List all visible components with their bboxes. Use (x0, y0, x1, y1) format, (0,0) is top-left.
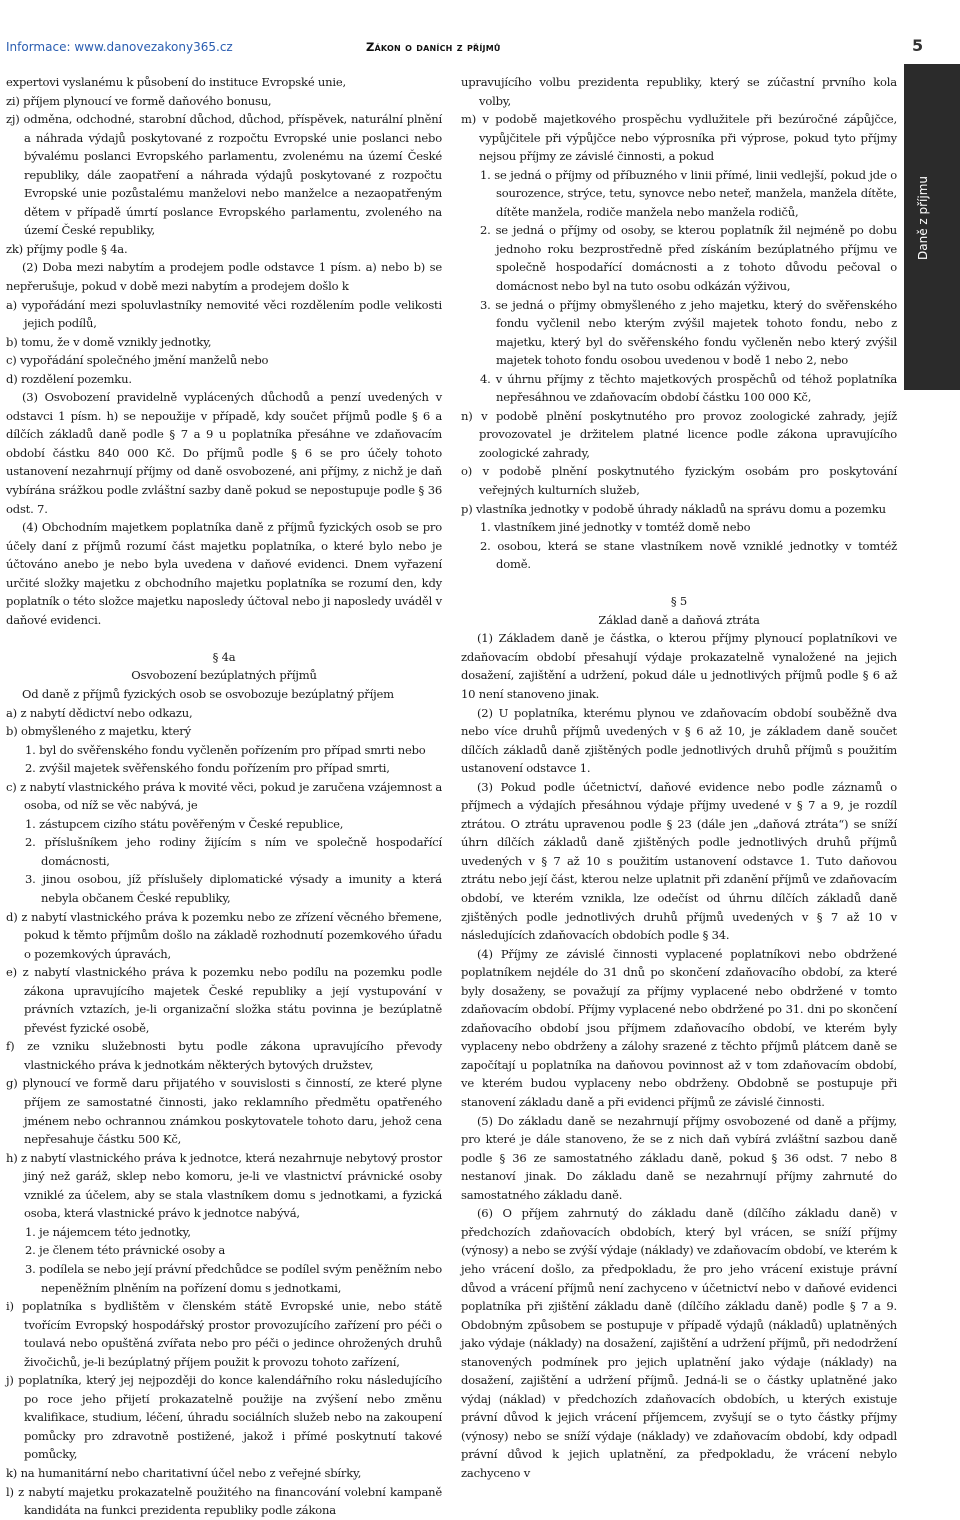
list-item: 3. podílela se nebo její právní předchůdce se podílel svým peněžním nebo nepeněžním plněním na pořízení domu s jednotkami, (25, 1261, 442, 1295)
list-item: 1. zástupcem cizího státu pověřeným v České republice, (25, 816, 344, 831)
list-item: k) na humanitární nebo charitativní účel nebo z veřejné sbírky, (6, 1465, 362, 1480)
list-item: g) plynoucí ve formě daru přijatého v souvislosti s činností, ze které plyne příjem ze samostatné činnosti, jako reklamního předmětu opatřeného jménem nebo ochrannou známkou poskytovatele tohoto daru, jehož cena nepřesahuje částku 500 Kč, (6, 1076, 442, 1147)
list-item: d) z nabytí vlastnického práva k pozemku nebo ze zřízení věcného břemene, pokud k těmto příjmům došlo na základě rozhodnutí pozemkového úřadu o pozemkových úpravách, (6, 909, 442, 961)
side-tab (904, 64, 960, 390)
list-item: 1. je nájemcem této jednotky, (25, 1224, 191, 1239)
list-item: h) z nabytí vlastnického práva k jednotce, která nezahrnuje nebytový prostor jiný než garáž, sklep nebo komoru, je-li ve vlastnictví právnické osoby vzniklé za účelem, aby se stala vlastníkem domu s jednotkami, a fyzická osoba, která vlastnické právo k jednotce nabývá, (6, 1150, 442, 1221)
list-item: 2. osobou, která se stane vlastníkem nově vzniklé jednotky v tomtéž domě. (480, 538, 897, 572)
paragraph: (4) Obchodním majetkem poplatníka daně z příjmů fyzických osob se pro účely daní z příjmů rozumí část majetku poplatníka, o které bylo nebo je účtováno anebo je nebo byla uvedena v daňové evidenci. Dnem vyřazení určité složky majetku z obchodního majetku poplatníka se rozumí den, kdy poplatník o této složce majetku naposledy účtoval nebo ji naposledy uváděl v daňové evidenci. (6, 520, 442, 627)
paragraph: (3) Pokud podle účetnictví, daňové evidence nebo podle záznamů o příjmech a výdajích přesáhnou výdaje příjmy uvedené v § 7 a 9, je rozdíl ztrátou. O ztrátu upravenou podle § 23 (dále jen „daňová ztráta“) se sníží úhrn dílčích základů daně zjištěných podle jednotlivých druhů příjmů uvedených v § 7 až 10 s použitím ustanovení odstavce 1. Tuto daňovou ztrátu nebo její část, kterou nelze uplatnit při zdanění příjmů ve zdaňovacím období, ve kterém vznikla, lze odečíst od úhrnu dílčích základů daně zjištěných podle jednotlivých druhů příjmů uvedených v § 7 až 10 v následujících zdaňovacích obdobích podle § 34. (461, 779, 897, 943)
side-tab-label: Daně z příjmu (916, 175, 930, 260)
section-title: Základ daně a daňová ztráta (598, 612, 760, 627)
running-title: Zákon o daních z příjmů (366, 40, 501, 54)
list-item: i) poplatníka s bydlištěm v členském státě Evropské unie, nebo státě tvořícím Evropský hospodářský prostor provozujícího zařízení pro péči o toulavá nebo opuštěná zvířata nebo pro péči o jedince ohrožených druhů živočichů, je-li bezúplatný příjem použit k provozu tohoto zařízení, (6, 1299, 442, 1369)
list-item: m) v podobě majetkového prospěchu vydlužitele při bezúročné zápůjčce, vypůjčitele při výpůjčce nebo výprosníka při výprose, pokud tyto příjmy nejsou příjmy ze závislé činnosti, a pokud (461, 112, 897, 164)
paragraph: (2) U poplatníka, kterému plynou ve zdaňovacím období souběžně dva nebo více druhů příjmů uvedených v § 6 až 10, je základem daně součet dílčích základů daně zjištěných podle jednotlivých druhů příjmů s použitím ustanovení odstavce 1. (461, 705, 897, 776)
list-item: l) z nabytí majetku prokazatelně použitého na financování volební kampaně kandidáta na funkci prezidenta republiky podle zákona (6, 1484, 442, 1518)
website-link[interactable]: Informace: www.danovezakony365.cz (6, 40, 233, 54)
paragraph: (2) Doba mezi nabytím a prodejem podle odstavce 1 písm. a) nebo b) se nepřerušuje, pokud v době mezi nabytím a prodejem došlo k (6, 260, 442, 294)
paragraph: (5) Do základu daně se nezahrnují příjmy osvobozené od daně a příjmy, pro které je dále stanoveno, že se z nich daň vybírá zvláštní sazbou daně podle § 36 ze samostatného základu daně, pokud § 36 odst. 7 nebo 8 nestanoví jinak. Do základu daně se nezahrnují příjmy zahrnuté do samostatného základu daně. (461, 1113, 897, 1202)
list-item: a) z nabytí dědictví nebo odkazu, (6, 705, 193, 720)
paragraph: (6) O příjem zahrnutý do základu daně (dílčího základu daně) v předchozích zdaňovacích obdobích, který byl vrácen, se sníží příjmy (výnosy) a nebo se zvýší výdaje (náklady) ve zdaňovacím období, ve kterém k jeho vrácení došlo, za předpokladu, že pro jeho vrácení existuje právní důvod a vrácení příjmů není zachyceno v účetnictví nebo v daňové evidenci poplatníka při zjištění základu daně (dílčího základu daně) podle § 7 a 9. Obdobným způsobem se postupuje v případě výdajů (nákladů) uplatněných jako výdaje (náklady) na dosažení, zajištění a udržení příjmů, při nedodržení stanovených podmínek pro jejich uplatnění jako výdaje (náklady) na dosažení, zajištění a udržení příjmů. Jedná-li se o částky uplatněné jako výdaj (náklad) v předchozích zdaňovacích obdobích, u kterých existuje právní důvod k jejich vrácení příjemcem, zvyšují se o tyto částky příjmy (výnosy) nebo se sníží výdaje (náklady) ve zdaňovacím období, kdy odpadl právní důvod k jejich uplatnění, za předpokladu, že vrácení nebylo zachyceno v (461, 1206, 897, 1480)
section-title: Osvobození bezúplatných příjmů (131, 668, 317, 683)
list-item: f) ze vzniku služebnosti bytu podle zákona upravujícího převody vlastnického práva k jednotkám některých bytových družstev, (6, 1039, 442, 1072)
list-item: 1. byl do svěřenského fondu vyčleněn pořízením pro případ smrti nebo (25, 742, 426, 757)
right-column (461, 73, 897, 1483)
list-item: 2. se jedná o příjmy od osoby, se kterou poplatník žil nejméně po dobu jednoho roku bezprostředně před získáním bezúplatného příjmu ve společně hospodařící domácnosti a z tohoto důvodu pečoval o domácnost nebo byl na tuto osobu odkázán výživou, (480, 223, 897, 294)
left-column (6, 73, 442, 1520)
list-item: 2. je členem této právnické osoby a (25, 1243, 226, 1258)
list-item: j) poplatníka, který jej nejpozději do konce kalendářního roku následujícího po roce jeho přijetí prokazatelně použije na zvýšení nebo změnu kvalifikace, studium, léčení, úhradu sociálních služeb nebo na zakoupení pomůcky pro zdravotně postižené, jakož i přímé poskytnutí takové pomůcky, (6, 1373, 442, 1462)
list-item: 1. se jedná o příjmy od příbuzného v linii přímé, linii vedlejší, pokud jde o sourozence, strýce, tetu, synovce nebo neteř, manžela, manžela dítěte, dítěte manžela, rodiče manžela nebo manžela rodičů, (480, 167, 897, 219)
list-item: 3. se jedná o příjmy obmyšleného z jeho majetku, který do svěřenského fondu vyčlenil nebo kterým zvýšil majetek tohoto fondu, nebo z majetku, který byl do svěřenského fondu vyčleněn nebo který zvýšil majetek tohoto fondu osobou uvedenou v bodě 1 nebo 2, nebo (480, 297, 897, 368)
paragraph: (4) Příjmy ze závislé činnosti vyplacené poplatníkovi nebo obdržené poplatníkem nejdéle do 31 dnů po skončení zdaňovacího období, za které byly dosaženy, se považují za příjmy vyplacené nebo obdržené v tomto zdaňovacím období. Příjmy vyplacené nebo obdržené po 31. dni po skončení zdaňovacího období jsou příjmem zdaňovacího období, ve kterém byly vyplaceny nebo obdrženy a zálohy srazené z těchto příjmů plátcem daně se započítají u poplatníka na daňovou povinnost až v tom zdaňovacím období, ve kterém budou vyplaceny nebo obdrženy. Obdobně se postupuje při stanovení základu daně a při evidenci příjmů ze závislé činnosti. (461, 946, 897, 1110)
list-item: 1. vlastníkem jiné jednotky v tomtéž domě nebo (480, 520, 751, 535)
list-item: o) v podobě plnění poskytnutého fyzickým osobám pro poskytování veřejných kulturních služeb, (461, 464, 897, 498)
list-item: b) tomu, že v domě vznikly jednotky, (6, 334, 212, 349)
list-item: c) z nabytí vlastnického práva k movité věci, pokud je zaručena vzájemnost a osoba, od níž se věc nabývá, je (6, 779, 442, 813)
page-header (0, 0, 960, 64)
paragraph: Od daně z příjmů fyzických osob se osvobozuje bezúplatný příjem (22, 687, 394, 701)
list-item: zk) příjmy podle § 4a. (6, 241, 128, 256)
list-item: upravujícího volbu prezidenta republiky, který se zúčastní prvního kola volby, (461, 75, 897, 108)
list-item: 2. zvýšil majetek svěřenského fondu pořízením pro případ smrti, (25, 761, 390, 776)
section-number: § 4a (212, 649, 236, 664)
section-number: § 5 (670, 594, 688, 609)
list-item: 2. příslušníkem jeho rodiny žijícím s ním ve společně hospodařící domácnosti, (25, 835, 442, 868)
list-item: e) z nabytí vlastnického práva k pozemku nebo podílu na pozemku podle zákona upravujícího majetek České republiky a její vystupování v právních vztazích, je-li organizační složka státu povinna je bezúplatně převést fyzické osobě, (6, 965, 442, 1035)
list-item: expertovi vyslanému k působení do instituce Evropské unie, (6, 75, 347, 89)
paragraph: (3) Osvobození pravidelně vyplácených důchodů a penzí uvedených v odstavci 1 písm. h) se nepoužije v případě, kdy součet příjmů podle § 6 a dílčích základů daně podle § 7 a 9 u poplatníka přesáhne ve zdaňovacím období částku 840 000 Kč. Do příjmů podle § 6 se pro účely tohoto ustanovení nezahrnují příjmy od daně osvobozené, ani příjmy, z nichž je daň vybírána srážkou podle zvláštní sazby daně pokud se nepostupuje podle § 36 odst. 7. (6, 390, 442, 516)
list-item: p) vlastníka jednotky v podobě úhrady nákladů na správu domu a pozemku (461, 501, 886, 516)
list-item: b) obmyšleného z majetku, který (6, 724, 191, 739)
list-item: zj) odměna, odchodné, starobní důchod, důchod, příspěvek, naturální plnění a náhrada výdajů poskytované z rozpočtu Evropské unie poslanci nebo bývalému poslanci Evropského parlamentu, zvolenému na území České republiky, dále zaopatření a náhrada výdajů poskytované z rozpočtu Evropské unie pozůstalému manželovi nebo manželce a nezaopatřeným dětem v případě úmrtí poslance Evropského parlamentu, zvoleného na území České republiky, (6, 112, 442, 238)
list-item: 4. v úhrnu příjmy z těchto majetkových prospěchů od téhož poplatníka nepřesáhnou ve zdaňovacím období částku 100 000 Kč, (480, 371, 897, 405)
list-item: a) vypořádání mezi spoluvlastníky nemovité věci rozdělením podle velikosti jejich podílů, (6, 297, 442, 331)
list-item: n) v podobě plnění poskytnutého pro provoz zoologické zahrady, jejíž provozovatel je držitelem platné licence podle zákona upravujícího zoologické zahrady, (461, 408, 897, 460)
list-item: d) rozdělení pozemku. (6, 371, 132, 386)
list-item: zi) příjem plynoucí ve formě daňového bonusu, (6, 93, 272, 108)
list-item: 3. jinou osobou, jíž příslušely diplomatické výsady a imunity a která nebyla občanem České republiky, (25, 872, 442, 906)
page-number: 5 (912, 36, 924, 55)
paragraph: (1) Základem daně je částka, o kterou příjmy plynoucí poplatníkovi ve zdaňovacím období přesahují výdaje prokazatelně vynaložené na jejich dosažení, zajištění a udržení, pokud dále u jednotlivých příjmů podle § 6 až 10 není stanoveno jinak. (461, 631, 897, 701)
list-item: c) vypořádání společného jmění manželů nebo (6, 353, 269, 368)
